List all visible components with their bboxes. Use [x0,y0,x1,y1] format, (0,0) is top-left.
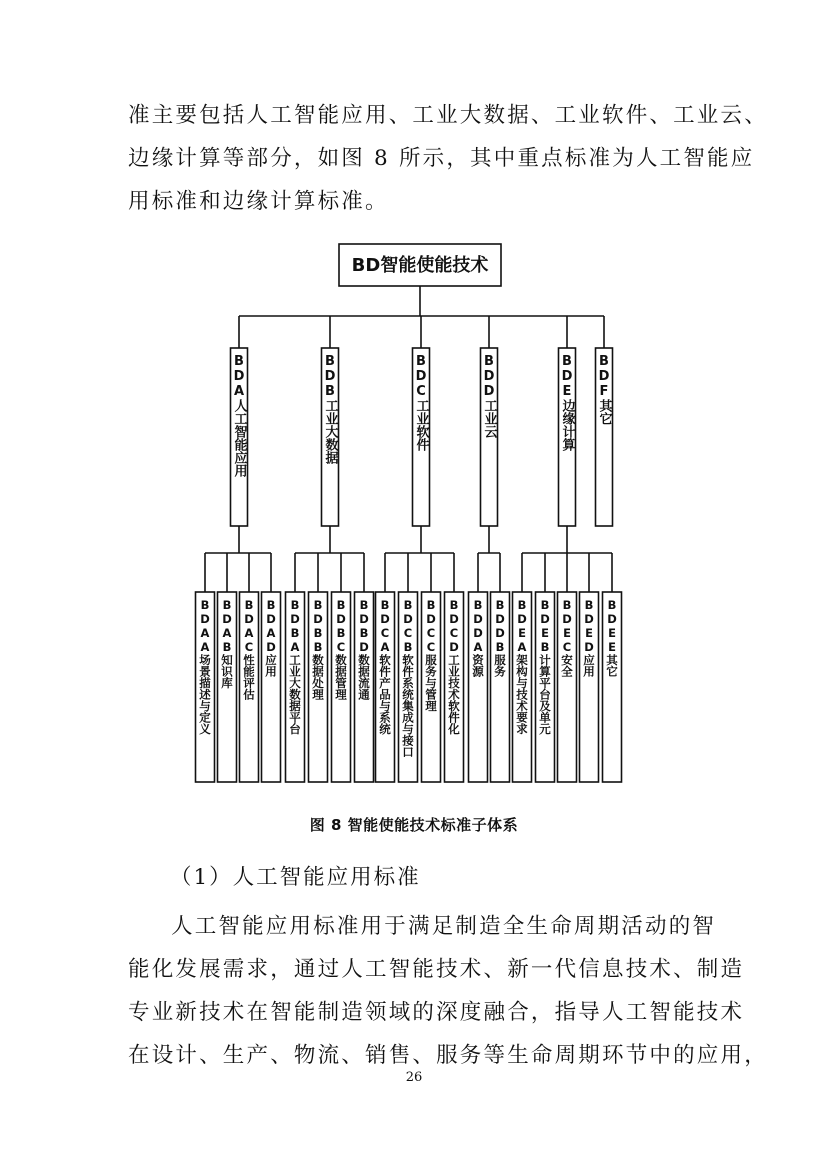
intro-line-2: 边缘计算等部分，如图 8 所示，其中重点标准为人工智能应 [128,146,755,171]
leaf-node-1-3 [240,592,259,782]
leaf-node-1-4 [262,592,281,782]
branch-node-3-label: BDC工业软件 [413,354,429,451]
leaf-node-1-2-label: BDAB知识库 [220,598,234,689]
branch-node-5 [559,348,576,526]
body-line-2: 能化发展需求，通过人工智能技术、新一代信息技术、制造 [128,957,745,982]
leaf-node-5-3 [558,592,577,782]
branch-node-1 [231,348,248,526]
root-node-label: BD智能使能技术 [351,255,489,276]
branch-node-1-label: BDA人工智能应用 [231,354,247,477]
leaf-node-2-2-label: BDBB数据处理 [311,598,325,700]
leaf-node-1-2 [218,592,237,782]
body-line-1: 人工智能应用标准用于满足制造全生命周期活动的智 [171,914,717,939]
tree-connectors [205,286,612,592]
page-number: 26 [405,1070,423,1085]
leaf-node-3-4-label: BDCD工业技术软件化 [447,598,461,735]
leaf-node-5-2 [536,592,555,782]
leaf-node-5-4 [580,592,599,782]
leaf-node-2-4 [355,592,374,782]
root-node [339,244,501,286]
leaf-node-2-1 [286,592,305,782]
leaf-node-5-4-label: BDED应用 [582,598,596,677]
leaf-node-3-1-label: BDCA软件产品与系统 [378,598,392,735]
leaf-node-1-1 [196,592,215,782]
leaf-node-1-1-label: BDAA场景描述与定义 [198,598,212,735]
leaf-node-3-3 [422,592,441,782]
leaf-node-3-2 [399,592,418,782]
leaf-node-3-2-label: BDCB软件系统集成与接口 [401,598,415,758]
branch-node-6 [596,348,613,526]
figure-caption: 图 8 智能使能技术标准子体系 [309,816,519,834]
leaf-node-5-5 [603,592,622,782]
branch-node-6-label: BDF其它 [596,354,612,425]
leaf-node-3-1 [376,592,395,782]
leaf-node-1-4-label: BDAD应用 [264,598,278,677]
body-line-3: 专业新技术在智能制造领域的深度融合，指导人工智能技术 [128,1000,745,1025]
leaf-node-5-5-label: BDEE其它 [605,598,619,677]
body-paragraph [128,905,768,1077]
branch-node-2 [322,348,340,526]
leaf-node-2-3-label: BDBC数据管理 [334,598,348,700]
intro-line-3: 用标准和边缘计算标准。 [128,189,389,214]
leaf-node-4-1 [469,592,488,782]
leaf-node-2-4-label: BDBD数据流通 [357,598,371,700]
leaf-node-5-1 [513,592,532,782]
leaf-node-4-1-label: BDDA资源 [471,598,485,677]
leaf-node-5-1-label: BDEA架构与技术要求 [515,598,529,735]
branch-node-3 [413,348,430,526]
leaf-node-5-2-label: BDEB计算平台及单元 [538,598,552,735]
leaf-node-5-3-label: BDEC安全 [560,598,574,677]
leaf-node-4-2-label: BDDB服务 [493,598,507,677]
leaf-node-4-2 [491,592,510,782]
branch-node-4-label: BDD工业云 [481,354,497,438]
section-heading: （1）人工智能应用标准 [170,865,421,890]
leaf-node-2-2 [309,592,328,782]
intro-line-1: 准主要包括人工智能应用、工业大数据、工业软件、工业云、 [128,103,768,128]
branch-node-5-label: BDE边缘计算 [559,354,575,451]
branch-node-4 [481,348,498,526]
body-line-4: 在设计、生产、物流、销售、服务等生命周期环节中的应用， [128,1043,768,1068]
leaf-node-3-4 [445,592,464,782]
leaf-node-3-3-label: BDCC服务与管理 [424,598,438,712]
leaf-node-2-1-label: BDBA工业大数据平台 [288,598,302,735]
leaf-node-1-3-label: BDAC性能评估 [242,598,256,700]
leaf-node-2-3 [332,592,351,782]
branch-node-2-label: BDB工业大数据 [322,354,338,464]
